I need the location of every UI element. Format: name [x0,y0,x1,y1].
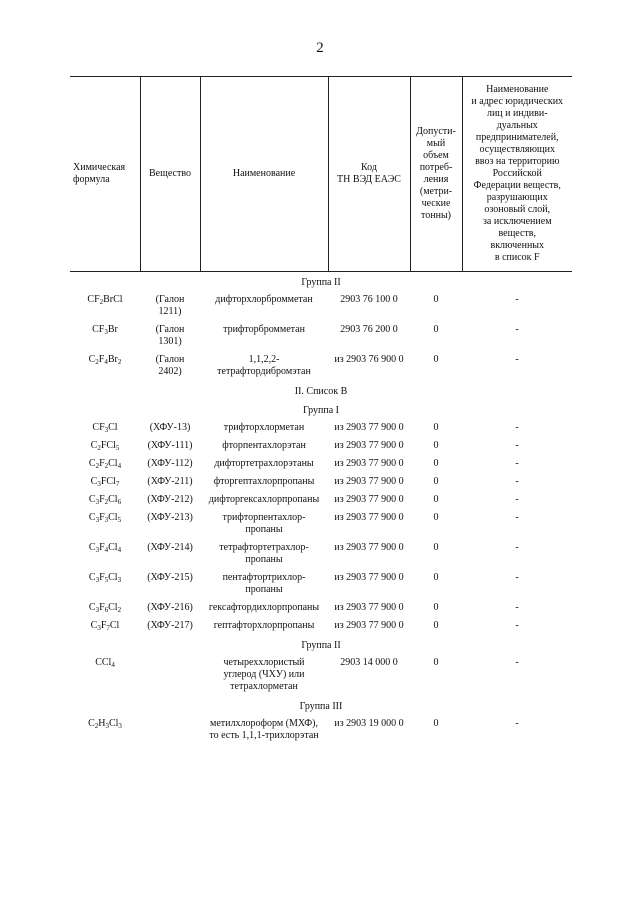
header-code: Код ТН ВЭД ЕАЭС [328,77,410,272]
code-cell: из 2903 77 900 0 [334,440,404,451]
substance-cell: (Галон 2402) [155,354,185,377]
header-name: Наименование [200,77,328,272]
chemical-formula-cell: $C_2FCl_5$ [90,440,120,452]
importer-cell: - [515,718,519,729]
substance-cell: (ХФУ-211) [147,476,193,487]
substances-table-container [70,76,572,745]
volume-cell: 0 [433,657,439,668]
importer-cell: - [515,620,519,631]
volume-cell: 0 [433,620,439,631]
name-cell: гексафтордихлорпропаны [208,602,320,613]
section-heading-row [70,381,572,400]
section-heading-row [70,635,572,654]
section-heading-row [70,272,572,292]
substance-cell [140,654,200,696]
chemical-formula-cell: $C_2F_4Br_2$ [88,354,122,366]
code-cell: 2903 76 200 0 [340,324,398,335]
volume-cell: 0 [433,572,439,583]
importer-cell: - [515,657,519,668]
table-row [70,539,572,569]
substance-cell: (ХФУ-215) [147,572,193,583]
table-row [70,617,572,635]
table-row [70,291,572,321]
chemical-formula-cell: $C_3F_7Cl$ [90,620,120,632]
name-cell: фторпентахлорэтан [222,440,306,451]
chemical-formula-cell: $CF_3Br$ [92,324,118,336]
name-cell: дифторгексахлорпропаны [208,494,320,505]
section-heading: Группа III [299,701,343,712]
substance-cell: (ХФУ-217) [147,620,193,631]
name-cell: гептафторхлорпропаны [213,620,315,631]
name-cell: фторгептахлорпропаны [213,476,315,487]
substance-cell: (ХФУ-212) [147,494,193,505]
code-cell: из 2903 77 900 0 [334,602,404,613]
code-cell: из 2903 77 900 0 [334,458,404,469]
name-cell: четыреххлористый углерод (ЧХУ) или тетрахлорметан [223,657,305,692]
code-cell: из 2903 77 900 0 [334,620,404,631]
volume-cell: 0 [433,354,439,365]
volume-cell: 0 [433,542,439,553]
section-heading: II. Список B [294,386,348,397]
substance-cell: (ХФУ-13) [149,422,191,433]
name-cell: трифторхлорметан [223,422,305,433]
code-cell: из 2903 77 900 0 [334,422,404,433]
code-cell: из 2903 77 900 0 [334,494,404,505]
importer-cell: - [515,542,519,553]
volume-cell: 0 [433,324,439,335]
section-heading: Группа II [301,277,341,288]
importer-cell: - [515,354,519,365]
substances-table [70,76,572,745]
name-cell: 1,1,2,2- тетрафтордибромэтан [217,354,311,377]
substance-cell: (ХФУ-213) [147,512,193,523]
volume-cell: 0 [433,458,439,469]
table-row [70,654,572,696]
chemical-formula-cell: $C_3F_5Cl_3$ [88,572,122,584]
code-cell: 2903 14 000 0 [340,657,398,668]
chemical-formula-cell: $C_3F_2Cl_6$ [88,494,122,506]
volume-cell: 0 [433,476,439,487]
code-cell: 2903 76 100 0 [340,294,398,305]
section-heading: Группа I [303,405,339,416]
name-cell: пентафтортрихлор- пропаны [222,572,306,595]
section-heading-row [70,696,572,715]
substance-cell [140,715,200,745]
volume-cell: 0 [433,294,439,305]
importer-cell: - [515,324,519,335]
name-cell: дифторхлорбромметан [215,294,313,305]
substance-cell: (Галон 1301) [155,324,185,347]
importer-cell: - [515,440,519,451]
code-cell: из 2903 76 900 0 [334,354,404,365]
name-cell: трифторбромметан [223,324,305,335]
substance-cell: (ХФУ-216) [147,602,193,613]
chemical-formula-cell: $CF_3Cl$ [92,422,118,434]
volume-cell: 0 [433,494,439,505]
table-row [70,437,572,455]
table-row [70,473,572,491]
table-row [70,321,572,351]
importer-cell: - [515,476,519,487]
section-heading-row [70,400,572,419]
table-row [70,509,572,539]
code-cell: из 2903 19 000 0 [334,718,404,729]
volume-cell: 0 [433,440,439,451]
chemical-formula-cell: $C_2F_2Cl_4$ [88,458,122,470]
volume-cell: 0 [433,718,439,729]
name-cell: дифтортетрахлорэтаны [214,458,314,469]
importer-cell: - [515,512,519,523]
volume-cell: 0 [433,512,439,523]
importer-cell: - [515,458,519,469]
table-row [70,351,572,381]
page-number: 2 [316,40,324,56]
importer-cell: - [515,602,519,613]
volume-cell: 0 [433,422,439,433]
table-row [70,455,572,473]
table-row [70,715,572,745]
importer-cell: - [515,422,519,433]
code-cell: из 2903 77 900 0 [334,476,404,487]
table-body [70,272,572,746]
substance-cell: (ХФУ-112) [147,458,193,469]
substance-cell: (ХФУ-111) [147,440,193,451]
header-substance: Вещество [140,77,200,272]
volume-cell: 0 [433,602,439,613]
code-cell: из 2903 77 900 0 [334,512,404,523]
chemical-formula-cell: $C_3F_4Cl_4$ [88,542,122,554]
name-cell: метилхлороформ (МХФ), то есть 1,1,1-трихлорэтан [209,718,319,741]
header-allowed-volume: Допусти- мый объем потреб- ления (метри- ческие тонны) [410,77,462,272]
chemical-formula-cell: $C_3F_6Cl_2$ [88,602,122,614]
importer-cell: - [515,294,519,305]
code-cell: из 2903 77 900 0 [334,542,404,553]
substance-cell: (ХФУ-214) [147,542,193,553]
name-cell: тетрафтортетрахлор- пропаны [219,542,309,565]
section-heading: Группа II [301,640,341,651]
importer-cell: - [515,494,519,505]
table-header [70,77,572,272]
chemical-formula-cell: CCl$_4$ [95,657,115,669]
code-cell: из 2903 77 900 0 [334,572,404,583]
name-cell: трифторпентахлор- пропаны [222,512,306,535]
table-row [70,569,572,599]
importer-cell: - [515,572,519,583]
chemical-formula-cell: $C_3FCl_7$ [90,476,120,488]
header-chemical-formula: Химическая формула [70,77,140,272]
table-row [70,491,572,509]
chemical-formula-cell: $C_2H_3Cl_3$ [88,718,122,730]
substance-cell: (Галон 1211) [155,294,185,317]
chemical-formula-cell: $CF_2BrCl$ [87,294,123,306]
chemical-formula-cell: $C_3F_3Cl_5$ [88,512,122,524]
header-importers: Наименование и адрес юридических лиц и индиви- дуальных предпринимателей, осуществляющих ввоз на территорию Российской Федерации веществ, разрушающих озоновый слой, за исключением веществ, включенных в список F [462,77,572,272]
table-row [70,599,572,617]
table-row [70,419,572,437]
